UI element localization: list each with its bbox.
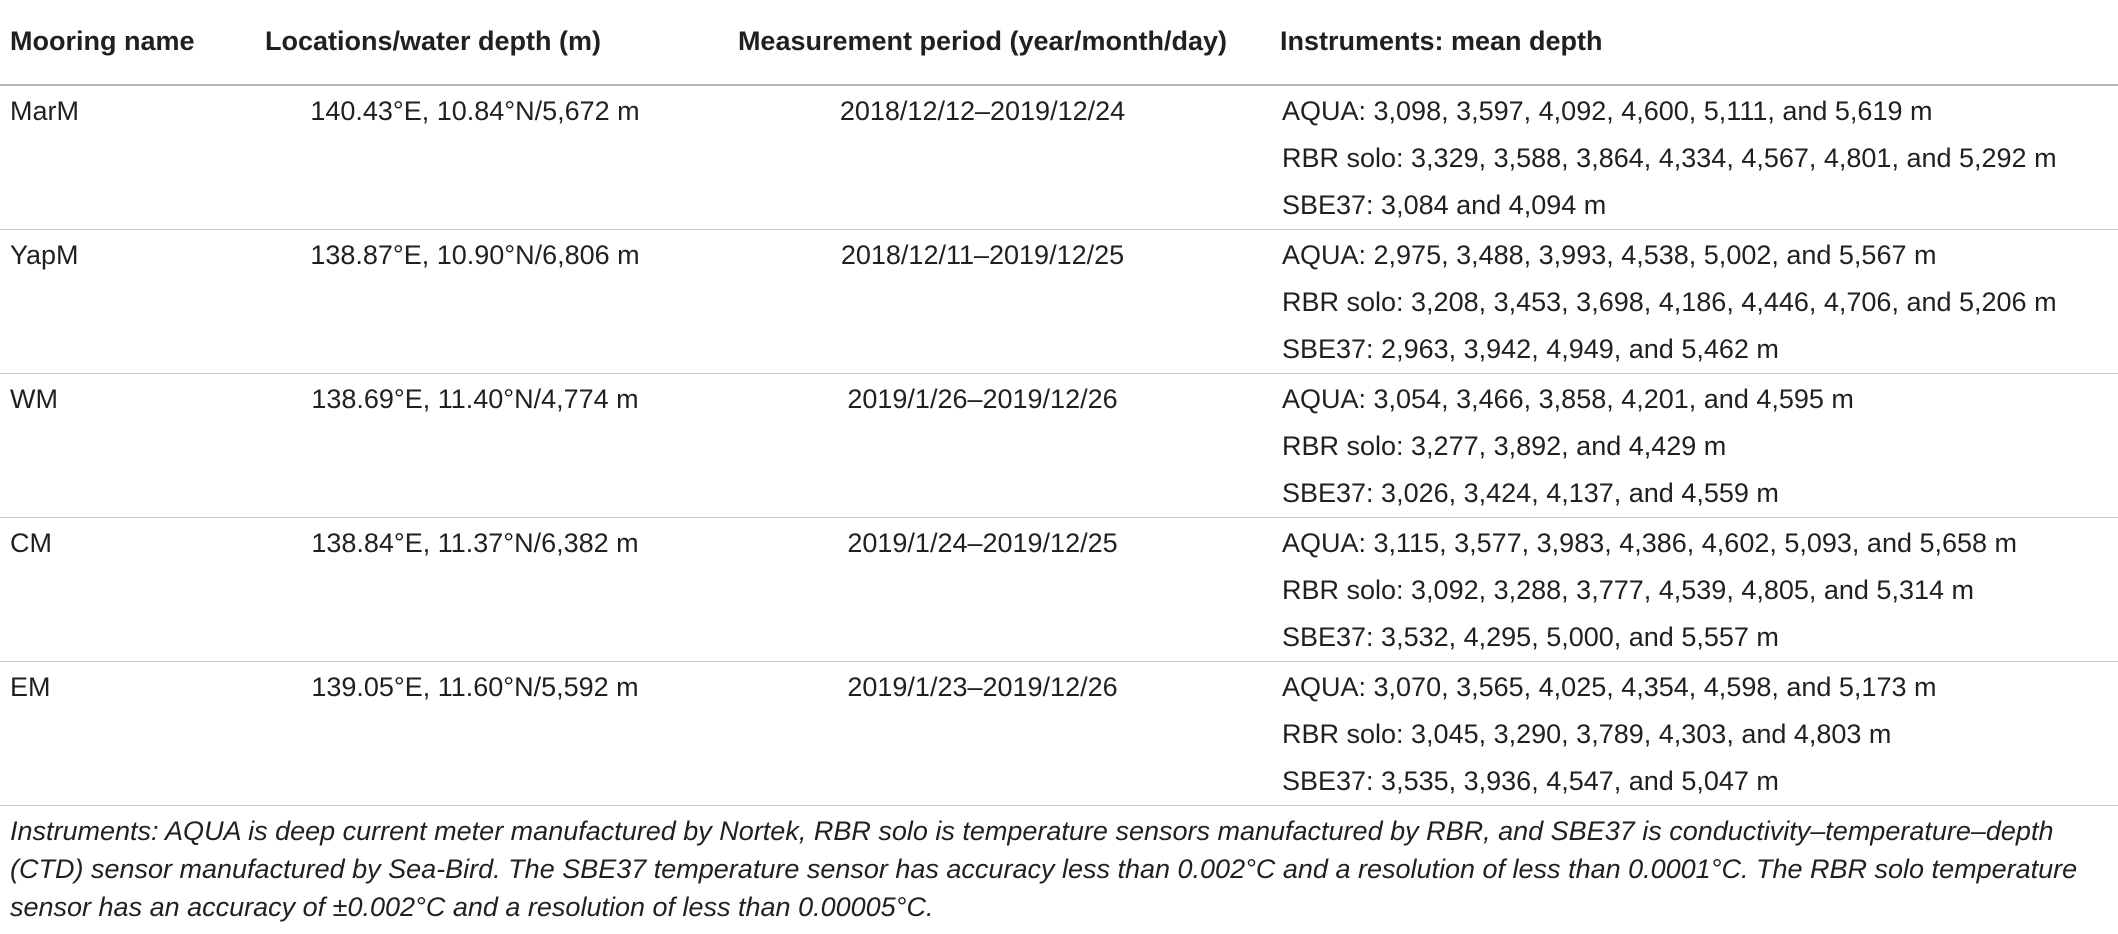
header-instruments: Instruments: mean depth — [1280, 10, 2118, 85]
table-row — [0, 567, 2118, 614]
period-cell — [685, 279, 1280, 326]
table-row — [0, 662, 2118, 712]
table-row — [0, 518, 2118, 568]
table-body — [0, 85, 2118, 806]
table-row — [0, 135, 2118, 182]
table-row — [0, 758, 2118, 806]
mooring-name-cell — [0, 567, 265, 614]
period-cell: 2018/12/12–2019/12/24 — [839, 96, 1126, 126]
instrument-cell: AQUA: 3,070, 3,565, 4,025, 4,354, 4,598, and 5,173 m — [1282, 672, 1937, 702]
instrument-cell: SBE37: 3,532, 4,295, 5,000, and 5,557 m — [1280, 614, 2118, 662]
mooring-name-cell — [0, 279, 265, 326]
instrument-cell: RBR solo: 3,208, 3,453, 3,698, 4,186, 4,446, 4,706, and 5,206 m — [1282, 287, 2057, 317]
period-cell — [685, 614, 1280, 662]
location-cell — [265, 758, 685, 806]
period-cell — [685, 326, 1280, 374]
instrument-cell: AQUA: 3,098, 3,597, 4,092, 4,600, 5,111, and 5,619 m — [1282, 96, 1933, 126]
mooring-name-cell: MarM — [10, 96, 79, 126]
table-row — [0, 423, 2118, 470]
mooring-name-cell — [0, 614, 265, 662]
mooring-name-cell — [0, 758, 265, 806]
mooring-name-cell — [0, 182, 265, 230]
mooring-name-cell — [0, 470, 265, 518]
table-row — [0, 85, 2118, 135]
instrument-cell: AQUA: 3,115, 3,577, 3,983, 4,386, 4,602, 5,093, and 5,658 m — [1282, 528, 2018, 558]
location-cell: 140.43°E, 10.84°N/5,672 m — [310, 96, 640, 126]
instrument-cell: SBE37: 3,535, 3,936, 4,547, and 5,047 m — [1280, 758, 2118, 806]
instrument-cell: RBR solo: 3,045, 3,290, 3,789, 4,303, and 4,803 m — [1282, 719, 1892, 749]
period-cell — [685, 423, 1280, 470]
table-row — [0, 230, 2118, 280]
mooring-name-cell — [0, 423, 265, 470]
period-cell — [685, 711, 1280, 758]
period-cell: 2019/1/23–2019/12/26 — [847, 672, 1118, 702]
table-row — [0, 711, 2118, 758]
mooring-name-cell: YapM — [10, 240, 79, 270]
location-cell — [265, 135, 685, 182]
mooring-name-cell: CM — [10, 528, 52, 558]
location-cell — [265, 279, 685, 326]
table-row — [0, 182, 2118, 230]
location-cell: 138.87°E, 10.90°N/6,806 m — [310, 240, 640, 270]
mooring-name-cell: EM — [10, 672, 51, 702]
table-row — [0, 326, 2118, 374]
instrument-cell: SBE37: 2,963, 3,942, 4,949, and 5,462 m — [1280, 326, 2118, 374]
mooring-name-cell: WM — [10, 384, 58, 414]
table-row — [0, 470, 2118, 518]
location-cell — [265, 567, 685, 614]
instrument-cell: AQUA: 2,975, 3,488, 3,993, 4,538, 5,002, and 5,567 m — [1282, 240, 1937, 270]
location-cell: 139.05°E, 11.60°N/5,592 m — [311, 672, 639, 702]
header-mooring-name: Mooring name — [0, 10, 265, 85]
header-location: Locations/water depth (m) — [265, 10, 685, 85]
period-cell: 2019/1/24–2019/12/25 — [847, 528, 1118, 558]
period-cell — [685, 758, 1280, 806]
instrument-cell: RBR solo: 3,329, 3,588, 3,864, 4,334, 4,567, 4,801, and 5,292 m — [1282, 143, 2057, 173]
period-cell — [685, 470, 1280, 518]
header-row — [0, 10, 2118, 85]
location-cell — [265, 423, 685, 470]
mooring-name-cell — [0, 135, 265, 182]
location-cell: 138.84°E, 11.37°N/6,382 m — [311, 528, 639, 558]
location-cell — [265, 711, 685, 758]
table-row — [0, 279, 2118, 326]
location-cell — [265, 614, 685, 662]
period-cell — [685, 567, 1280, 614]
instrument-cell: SBE37: 3,026, 3,424, 4,137, and 4,559 m — [1280, 470, 2118, 518]
mooring-name-cell — [0, 711, 265, 758]
period-cell: 2019/1/26–2019/12/26 — [847, 384, 1118, 414]
instrument-cell: SBE37: 3,084 and 4,094 m — [1280, 182, 2118, 230]
instrument-cell: RBR solo: 3,092, 3,288, 3,777, 4,539, 4,805, and 5,314 m — [1282, 575, 1974, 605]
location-cell — [265, 326, 685, 374]
instrument-cell: AQUA: 3,054, 3,466, 3,858, 4,201, and 4,595 m — [1282, 384, 1854, 414]
location-cell: 138.69°E, 11.40°N/4,774 m — [311, 384, 639, 414]
period-cell: 2018/12/11–2019/12/25 — [840, 240, 1125, 270]
location-cell — [265, 470, 685, 518]
instrument-cell: RBR solo: 3,277, 3,892, and 4,429 m — [1282, 431, 1727, 461]
mooring-name-cell — [0, 326, 265, 374]
table-row — [0, 614, 2118, 662]
mooring-table — [0, 10, 2118, 806]
period-cell — [685, 182, 1280, 230]
location-cell — [265, 182, 685, 230]
header-period: Measurement period (year/month/day) — [685, 10, 1280, 85]
table-header — [0, 10, 2118, 85]
table-footnote: Instruments: AQUA is deep current meter manufactured by Nortek, RBR solo is temperature sensors manufactured by RBR, and SBE37 is conductivity–temperature–depth (CTD) sensor manufactured by Sea-Bird. The SBE37 temperature sensor has accuracy less than 0.002°C and a resolution of less than 0.0001°C. The RBR solo temperature sensor has an accuracy of ±0.002°C and a resolution of less than 0.00005°C. — [10, 816, 2078, 922]
period-cell — [685, 135, 1280, 182]
table-row — [0, 374, 2118, 424]
